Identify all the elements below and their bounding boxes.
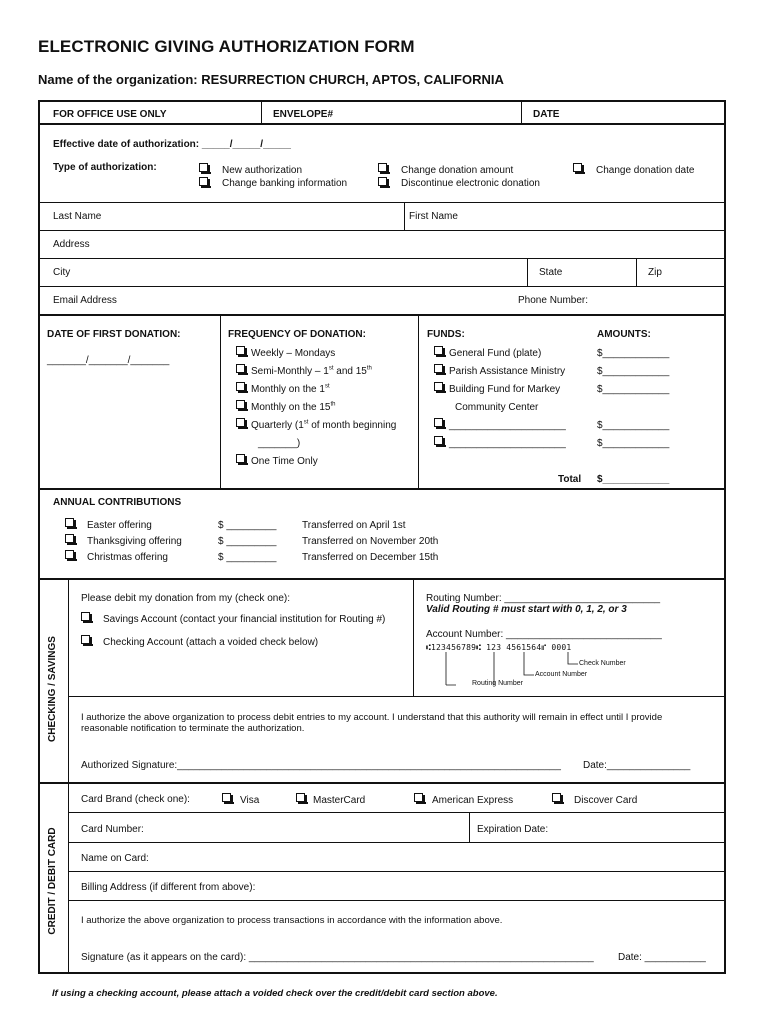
fund-parish-assistance: Parish Assistance Ministry: [449, 366, 566, 377]
authorized-signature-field[interactable]: Authorized Signature:_____________________________________________________________________: [81, 760, 561, 771]
divider: [521, 102, 522, 124]
amount-field-4[interactable]: $____________: [597, 420, 670, 431]
authorization-form: [38, 100, 726, 974]
row-divider: [40, 258, 726, 259]
checkbox-savings[interactable]: [81, 612, 90, 621]
card-authorization-text: I authorize the above organization to process transactions in accordance with the information above.: [81, 915, 503, 926]
footer-note: If using a checking account, please attach a voided check over the credit/debit card section above.: [52, 988, 498, 999]
section-divider: [40, 123, 726, 125]
option-discontinue: Discontinue electronic donation: [401, 178, 540, 189]
micr-line: ⑆123456789⑆ 123 4561564⑈ 0001: [426, 643, 572, 652]
option-change-amount: Change donation amount: [401, 165, 514, 176]
debit-authorization-line1: I authorize the above organization to process debit entries to my account. I understand that this authority will remain in effect until I provide: [81, 712, 663, 723]
amount-field-2[interactable]: $____________: [597, 366, 670, 377]
form-title: ELECTRONIC GIVING AUTHORIZATION FORM: [38, 37, 415, 56]
card-number-field[interactable]: Card Number:: [81, 824, 144, 835]
side-label-divider: [68, 578, 69, 974]
first-donation-date-header: DATE OF FIRST DONATION:: [47, 329, 181, 340]
thanksgiving-label: Thanksgiving offering: [87, 536, 182, 547]
frequency-weekly: Weekly – Mondays: [251, 348, 336, 359]
divider: [636, 258, 637, 286]
last-name-field[interactable]: Last Name: [53, 211, 102, 222]
christmas-label: Christmas offering: [87, 552, 168, 563]
savings-option: Savings Account (contact your financial institution for Routing #): [103, 614, 386, 625]
routing-number-field[interactable]: Routing Number: ____________________________: [426, 593, 661, 604]
row-divider: [68, 871, 726, 872]
checkbox-american-express[interactable]: [414, 793, 423, 802]
divider: [404, 202, 405, 230]
checkbox-one-time[interactable]: [236, 454, 245, 463]
total-label: Total: [558, 474, 582, 485]
authorization-type-label: Type of authorization:: [53, 162, 157, 173]
checkbox-visa[interactable]: [222, 793, 231, 802]
zip-field[interactable]: Zip: [648, 267, 662, 278]
state-field[interactable]: State: [539, 267, 563, 278]
account-number-field[interactable]: Account Number: ____________________________: [426, 629, 662, 640]
option-new-authorization: New authorization: [222, 165, 303, 176]
brand-mastercard: MasterCard: [313, 795, 366, 806]
checkbox-semi-monthly[interactable]: [236, 364, 245, 373]
divider: [418, 314, 419, 488]
brand-american-express: American Express: [432, 795, 514, 806]
frequency-one-time: One Time Only: [251, 456, 318, 467]
first-donation-date-field[interactable]: _______/_______/_______: [47, 355, 170, 366]
checkbox-monthly-1st[interactable]: [236, 382, 245, 391]
checkbox-new-authorization[interactable]: [199, 163, 208, 172]
checkbox-change-banking[interactable]: [199, 177, 208, 186]
checkbox-discover[interactable]: [552, 793, 561, 802]
section-divider: [40, 578, 726, 580]
annual-header: ANNUAL CONTRIBUTIONS: [53, 497, 182, 508]
easter-amount[interactable]: $ _________: [218, 520, 277, 531]
checkbox-change-amount[interactable]: [378, 163, 387, 172]
effective-date-field[interactable]: Effective date of authorization: _____/_____/_____: [53, 139, 291, 150]
section-divider: [40, 782, 726, 784]
checking-option: Checking Account (attach a voided check below): [103, 637, 319, 648]
first-name-field[interactable]: First Name: [409, 211, 458, 222]
card-brand-label: Card Brand (check one):: [81, 794, 190, 805]
divider: [220, 314, 221, 488]
frequency-monthly-15th: Monthly on the 15th: [251, 401, 336, 413]
easter-note: Transferred on April 1st: [302, 520, 406, 531]
checkbox-discontinue[interactable]: [378, 177, 387, 186]
organization-name: Name of the organization: RESURRECTION CHURCH, APTOS, CALIFORNIA: [38, 72, 504, 87]
checkbox-other-fund-1[interactable]: [434, 418, 443, 427]
christmas-amount[interactable]: $ _________: [218, 552, 277, 563]
check-number-caption: Check Number: [579, 660, 626, 667]
row-divider: [40, 230, 726, 231]
section-divider: [40, 202, 726, 203]
office-use-label: FOR OFFICE USE ONLY: [53, 109, 167, 120]
easter-label: Easter offering: [87, 520, 152, 531]
checkbox-parish-assistance[interactable]: [434, 364, 443, 373]
expiration-date-field[interactable]: Expiration Date:: [477, 824, 549, 835]
frequency-semi-monthly: Semi-Monthly – 1st and 15th: [251, 365, 372, 377]
checkbox-monthly-15th[interactable]: [236, 400, 245, 409]
quarterly-month-field[interactable]: _______): [258, 438, 301, 449]
city-field[interactable]: City: [53, 267, 71, 278]
frequency-monthly-1st: Monthly on the 1st: [251, 383, 330, 395]
email-field[interactable]: Email Address: [53, 295, 117, 306]
debit-prompt: Please debit my donation from my (check one):: [81, 593, 290, 604]
row-divider: [40, 286, 726, 287]
account-number-caption: Account Number: [535, 671, 588, 678]
row-divider: [68, 696, 726, 697]
phone-field[interactable]: Phone Number:: [518, 295, 589, 306]
option-change-date: Change donation date: [596, 165, 695, 176]
checkbox-other-fund-2[interactable]: [434, 436, 443, 445]
amount-field-1[interactable]: $____________: [597, 348, 670, 359]
amount-field-5[interactable]: $____________: [597, 438, 670, 449]
fund-general: General Fund (plate): [449, 348, 542, 359]
card-signature-field[interactable]: Signature (as it appears on the card): ______________________________________________________________: [81, 952, 594, 963]
divider: [413, 578, 414, 696]
divider: [261, 102, 262, 124]
address-field[interactable]: Address: [53, 239, 90, 250]
card-date-field[interactable]: Date: ___________: [618, 952, 706, 963]
brand-discover: Discover Card: [574, 795, 638, 806]
envelope-label[interactable]: ENVELOPE#: [273, 109, 334, 120]
checkbox-general-fund[interactable]: [434, 346, 443, 355]
fund-other-2-field[interactable]: _____________________: [449, 438, 566, 449]
amount-field-3[interactable]: $____________: [597, 384, 670, 395]
funds-header: FUNDS:: [427, 329, 465, 340]
option-change-banking: Change banking information: [222, 178, 348, 189]
billing-address-field[interactable]: Billing Address (if different from above):: [81, 882, 256, 893]
frequency-header: FREQUENCY OF DONATION:: [228, 329, 366, 340]
checkbox-thanksgiving[interactable]: [65, 534, 74, 543]
section-divider: [40, 488, 726, 490]
checkbox-easter[interactable]: [65, 518, 74, 527]
checkbox-building-fund[interactable]: [434, 382, 443, 391]
checkbox-checking[interactable]: [81, 635, 90, 644]
fund-building: Building Fund for Markey: [449, 384, 561, 395]
checkbox-change-date[interactable]: [573, 163, 582, 172]
name-on-card-field[interactable]: Name on Card:: [81, 853, 149, 864]
routing-note: Valid Routing # must start with 0, 1, 2, or 3: [426, 604, 627, 615]
section-divider: [40, 314, 726, 316]
check-diagram: [426, 651, 626, 691]
fund-other-1-field[interactable]: _____________________: [449, 420, 566, 431]
checking-savings-side-label: CHECKING / SAVINGS: [47, 636, 58, 742]
thanksgiving-amount[interactable]: $ _________: [218, 536, 277, 547]
date-label[interactable]: DATE: [533, 109, 560, 120]
debit-date-field[interactable]: Date:_______________: [583, 760, 691, 771]
divider: [469, 812, 470, 842]
divider: [527, 258, 528, 286]
christmas-note: Transferred on December 15th: [302, 552, 439, 563]
row-divider: [68, 842, 726, 843]
credit-debit-side-label: CREDIT / DEBIT CARD: [47, 827, 58, 935]
total-field[interactable]: $____________: [597, 474, 670, 485]
checkbox-mastercard[interactable]: [296, 793, 305, 802]
checkbox-christmas[interactable]: [65, 550, 74, 559]
checkbox-quarterly[interactable]: [236, 418, 245, 427]
brand-visa: Visa: [240, 795, 260, 806]
row-divider: [68, 812, 726, 813]
routing-number-caption: Routing Number: [472, 680, 523, 687]
row-divider: [68, 900, 726, 901]
debit-authorization-line2: reasonable notification to terminate the authorization.: [81, 723, 305, 734]
thanksgiving-note: Transferred on November 20th: [302, 536, 439, 547]
checkbox-weekly[interactable]: [236, 346, 245, 355]
amounts-header: AMOUNTS:: [597, 329, 651, 340]
fund-building-cont: Community Center: [455, 402, 539, 413]
frequency-quarterly: Quarterly (1st of month beginning: [251, 419, 397, 431]
